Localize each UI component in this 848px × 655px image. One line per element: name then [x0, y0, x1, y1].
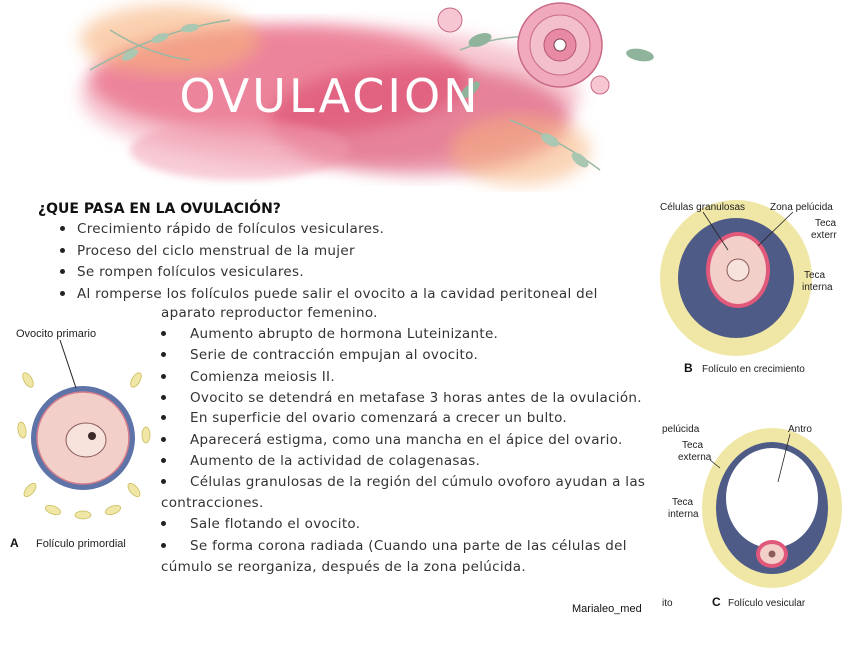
subbullet-item: Aparecerá estigma, como una mancha en el ápice del ovario.	[161, 432, 623, 448]
label-ovocito-primario: Ovocito primario	[16, 328, 97, 340]
figure-caption-c: Folículo vesicular	[728, 598, 806, 609]
label-line	[60, 340, 76, 388]
banner-title: OVULACION	[179, 69, 481, 123]
title-banner	[40, 0, 660, 195]
bullet-dot	[161, 352, 166, 357]
bullet-item: Proceso del ciclo menstrual de la mujer	[60, 243, 355, 259]
label-teca-interna-2: interna	[668, 509, 699, 520]
subbullet-item: Comienza meiosis II.	[161, 369, 335, 385]
label-pelucida: pelúcida	[662, 424, 700, 435]
subbullet-item: Aumento de la actividad de colagenasas.	[161, 453, 480, 469]
bullet-continuation: aparato reproductor femenino.	[161, 305, 378, 321]
nucleolus	[88, 432, 96, 440]
subbullet-item: Aumento abrupto de hormona Luteinizante.	[161, 326, 498, 342]
bullet-dot	[161, 437, 166, 442]
figure-letter-c: C	[712, 595, 721, 609]
label-celulas-granulosas: Células granulosas	[660, 202, 746, 213]
nucleus	[769, 551, 776, 558]
bullet-item: Se rompen folículos vesiculares.	[60, 264, 304, 280]
bullet-dot	[161, 374, 166, 379]
bullet-dot	[161, 415, 166, 420]
subbullet-item: Células granulosas de la región del cúmulo ovoforo ayudan a las	[161, 474, 645, 490]
credit-signature: Marialeo_med	[572, 603, 642, 615]
bullet-dot	[161, 331, 166, 336]
subbullet-continuation: contracciones.	[161, 495, 264, 511]
label-teca-externa-2: exterr	[811, 230, 837, 241]
bullet-dot	[60, 291, 65, 296]
bullet-dot	[161, 395, 166, 400]
antrum	[726, 448, 818, 548]
subbullet-item: Sale flotando el ovocito.	[161, 516, 360, 532]
bullet-dot	[60, 226, 65, 231]
bullet-dot	[60, 248, 65, 253]
figure-letter-b: B	[684, 361, 693, 375]
bullet-dot	[60, 269, 65, 274]
subbullet-continuation: cúmulo se reorganiza, después de la zona pelúcida.	[161, 559, 526, 575]
label-zona-pelucida: Zona pelúcida	[770, 202, 833, 213]
figure-letter-a: A	[10, 536, 19, 550]
figure-primordial-follicle	[8, 320, 158, 555]
bullet-dot	[161, 543, 166, 548]
figure-vesicular-follicle	[660, 420, 848, 612]
nucleus	[66, 423, 106, 457]
label-teca-interna: Teca	[672, 497, 694, 508]
bullet-item: Crecimiento rápido de folículos vesiculares.	[60, 221, 384, 237]
subbullet-item: Serie de contracción empujan al ovocito.	[161, 347, 478, 363]
subbullet-item: Se forma corona radiada (Cuando una parte de las células del	[161, 538, 627, 554]
label-teca-externa: Teca	[815, 218, 837, 229]
bullet-dot	[161, 521, 166, 526]
nucleus	[727, 259, 749, 281]
label-teca-interna-2: interna	[802, 282, 833, 293]
label-teca-externa-2: externa	[678, 452, 712, 463]
bullet-dot	[161, 479, 166, 484]
subbullet-item: Ovocito se detendrá en metafase 3 horas antes de la ovulación.	[161, 390, 642, 406]
label-edge-fragment: ito	[662, 598, 673, 609]
label-teca-externa: Teca	[682, 440, 704, 451]
figure-growing-follicle	[658, 198, 848, 378]
bullet-item: Al romperse los folículos puede salir el ovocito a la cavidad peritoneal del	[60, 286, 598, 302]
label-teca-interna: Teca	[804, 270, 826, 281]
figure-caption-a: Folículo primordial	[36, 538, 126, 550]
subbullet-item: En superficie del ovario comenzará a crecer un bulto.	[161, 410, 567, 426]
figure-caption-b: Folículo en crecimiento	[702, 364, 805, 375]
section-title: ¿QUE PASA EN LA OVULACIÓN?	[38, 201, 281, 217]
label-antro: Antro	[788, 424, 812, 435]
bullet-dot	[161, 458, 166, 463]
